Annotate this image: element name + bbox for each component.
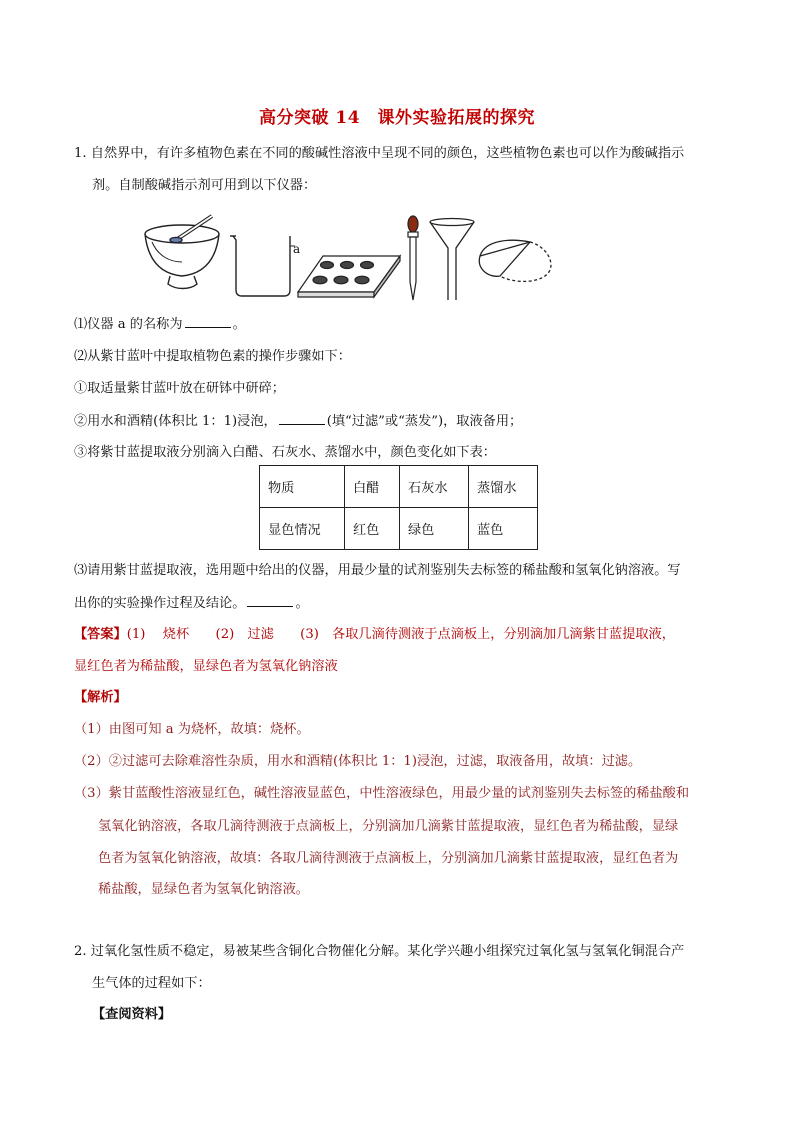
q1-step3: ③将紫甘蓝提取液分别滴入白醋、石灰水、蒸馏水中，颜色变化如下表： [74,445,496,460]
table-cell: 蓝色 [469,508,538,550]
q1-stem-line1: 1. 自然界中，有许多植物色素在不同的酸碱性溶液中呈现不同的颜色，这些植物色素也可以作为酸碱指示 [74,146,685,161]
table-row [260,508,538,550]
q1-step2 [74,412,522,431]
table-cell: 绿色 [400,508,469,550]
answer-tag: 【答案】 [74,627,127,642]
page-title: 高分突破 14 课外实验拓展的探究 [258,108,536,128]
table-cell: 红色 [345,508,400,550]
color-change-table [259,465,538,550]
q1-sub1-text: ⑴仪器 a 的名称为 [74,317,183,332]
answer-blank-2 [279,412,325,425]
analysis-3-line2: 氢氧化钠溶液，各取几滴待测液于点滴板上，分别滴加几滴紫甘蓝提取液，显红色者为稀盐酸，显绿 [98,819,679,834]
answer-blank-1 [185,315,231,328]
q2-stem-line2: 生气体的过程如下： [92,976,211,991]
answer-line2: 显红色者为稀盐酸，显绿色者为氢氧化钠溶液 [74,659,338,674]
q1-step1: ①取适量紫甘蓝叶放在研钵中研碎； [74,381,285,396]
answer-blank-3 [247,594,293,607]
analysis-1: （1）由图可知 a 为烧杯，故填：烧杯。 [74,722,310,737]
dropper-icon [408,216,418,300]
table-cell: 石灰水 [400,466,469,508]
spot-plate-icon [298,256,400,297]
q1-sub2: ⑵从紫甘蓝叶中提取植物色素的操作步骤如下： [74,349,351,364]
q1-sub3-end: 。 [295,596,309,611]
q1-stem-line2: 剂。自制酸碱指示剂可用到以下仪器： [92,178,317,193]
analysis-2: （2）②过滤可去除难溶性杂质，用水和酒精(体积比 1：1)浸泡，过滤，取液备用，故填：过滤。 [74,754,642,769]
q1-sub3-line1: ⑶请用紫甘蓝提取液，选用题中给出的仪器，用最少量的试剂鉴别失去标签的稀盐酸和氢氧化钠溶液。写 [74,563,681,578]
q1-sub1-end: 。 [232,317,246,332]
answer-line1 [74,626,675,644]
filter-paper-icon [479,240,551,281]
mortar-pestle-icon [145,216,219,289]
q1-step2-end: (填“过滤”或“蒸发”)，取液备用； [326,414,523,429]
funnel-icon [430,219,474,301]
table-cell: 显色情况 [260,508,345,550]
apparatus-figure [140,210,560,306]
q2-section-heading: 【查阅资料】 [92,1007,172,1022]
analysis-3-line3: 色者为氢氧化钠溶液，故填：各取几滴待测液于点滴板上，分别滴加几滴紫甘蓝提取液，显红色者为 [98,851,679,866]
table-cell: 白醋 [345,466,400,508]
q1-sub3-line2 [74,594,309,613]
beaker-label-a: a [293,242,301,256]
table-cell: 蒸馏水 [469,466,538,508]
analysis-tag: 【解析】 [74,690,127,705]
q1-step2-text: ②用水和酒精(体积比 1：1)浸泡， [74,414,277,429]
table-cell: 物质 [260,466,345,508]
table-row [260,466,538,508]
beaker-icon [230,236,295,296]
q1-sub3-text: 出你的实验操作过程及结论。 [74,596,246,611]
q1-sub1 [74,315,246,334]
analysis-3-line4: 稀盐酸，显绿色者为氢氧化钠溶液。 [98,882,309,897]
answer-text: (1) 烧杯 (2) 过滤 (3) 各取几滴待测液于点滴板上，分别滴加几滴紫甘蓝提取液， [126,627,675,642]
q2-stem-line1: 2. 过氧化氢性质不稳定，易被某些含铜化合物催化分解。某化学兴趣小组探究过氧化氢与氢氧化铜混合产 [74,944,685,959]
analysis-3-line1: （3）紫甘蓝酸性溶液显红色，碱性溶液显蓝色，中性溶液绿色，用最少量的试剂鉴别失去标签的稀盐酸和 [74,786,690,801]
